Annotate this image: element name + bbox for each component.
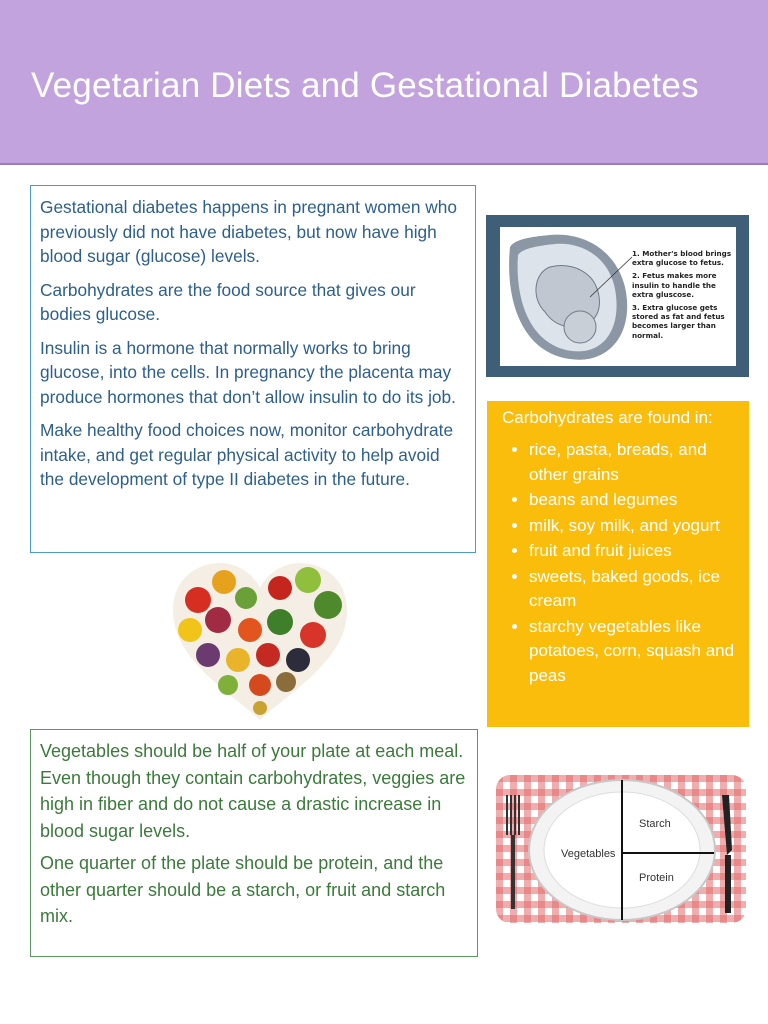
- fetus-note: 1. Mother's blood brings extra glucose to fetus.: [632, 249, 732, 268]
- carbohydrates-list: [502, 438, 737, 688]
- carb-item: • fruit and fruit juices: [529, 539, 737, 564]
- fetus-head: [564, 311, 596, 343]
- fetus-illustration: [500, 227, 736, 366]
- intro-paragraph: Insulin is a hormone that normally works to bring glucose, into the cells. In pregnancy the placenta may produce hormones that don’t allow insulin to do its job.: [40, 337, 456, 407]
- header-banner: [0, 0, 768, 165]
- plate-diagram: [496, 775, 746, 923]
- intro-box: [30, 185, 476, 553]
- carb-item: • beans and legumes: [529, 488, 737, 513]
- intro-paragraph: Carbohydrates are the food source that gives our bodies glucose.: [40, 279, 416, 324]
- fetus-note: 2. Fetus makes more insulin to handle the extra gluscose.: [632, 271, 717, 299]
- carb-item: • sweets, baked goods, ice cream: [529, 565, 737, 614]
- plate-label-protein: Protein: [639, 872, 674, 884]
- fetus-notes: [632, 249, 738, 344]
- plate-label-starch: Starch: [639, 818, 671, 830]
- page-title: Vegetarian Diets and Gestational Diabetes: [31, 66, 699, 105]
- carb-item: • rice, pasta, breads, and other grains: [529, 438, 737, 487]
- vegetables-box: [30, 729, 478, 957]
- carbohydrates-title: Carbohydrates are found in:: [502, 408, 713, 427]
- carb-item: • milk, soy milk, and yogurt: [529, 514, 737, 539]
- intro-paragraph: Make healthy food choices now, monitor carbohydrate intake, and get regular physical activity to help avoid the development of type II diabetes in the future.: [40, 420, 454, 489]
- carbohydrates-box: [487, 401, 749, 727]
- vegetables-paragraph: Vegetables should be half of your plate at each meal. Even though they contain carbohydrates, veggies are high in fiber and do not cause a drastic increase in blood sugar levels.: [40, 741, 466, 841]
- intro-paragraph: Gestational diabetes happens in pregnant women who previously did not have diabetes, but now have high blood sugar (glucose) levels.: [40, 197, 457, 266]
- plate-label-vegetables: Vegetables: [561, 848, 616, 860]
- vegetables-paragraph: One quarter of the plate should be protein, and the other quarter should be a starch, or fruit and starch mix.: [40, 853, 446, 926]
- fetus-illustration-frame: [486, 215, 749, 377]
- vegetable-heart-image: [168, 560, 352, 722]
- fetus-note: 3. Extra glucose gets stored as fat and fetus becomes larger than normal.: [632, 303, 725, 340]
- carb-item: • starchy vegetables like potatoes, corn, squash and peas: [529, 615, 737, 689]
